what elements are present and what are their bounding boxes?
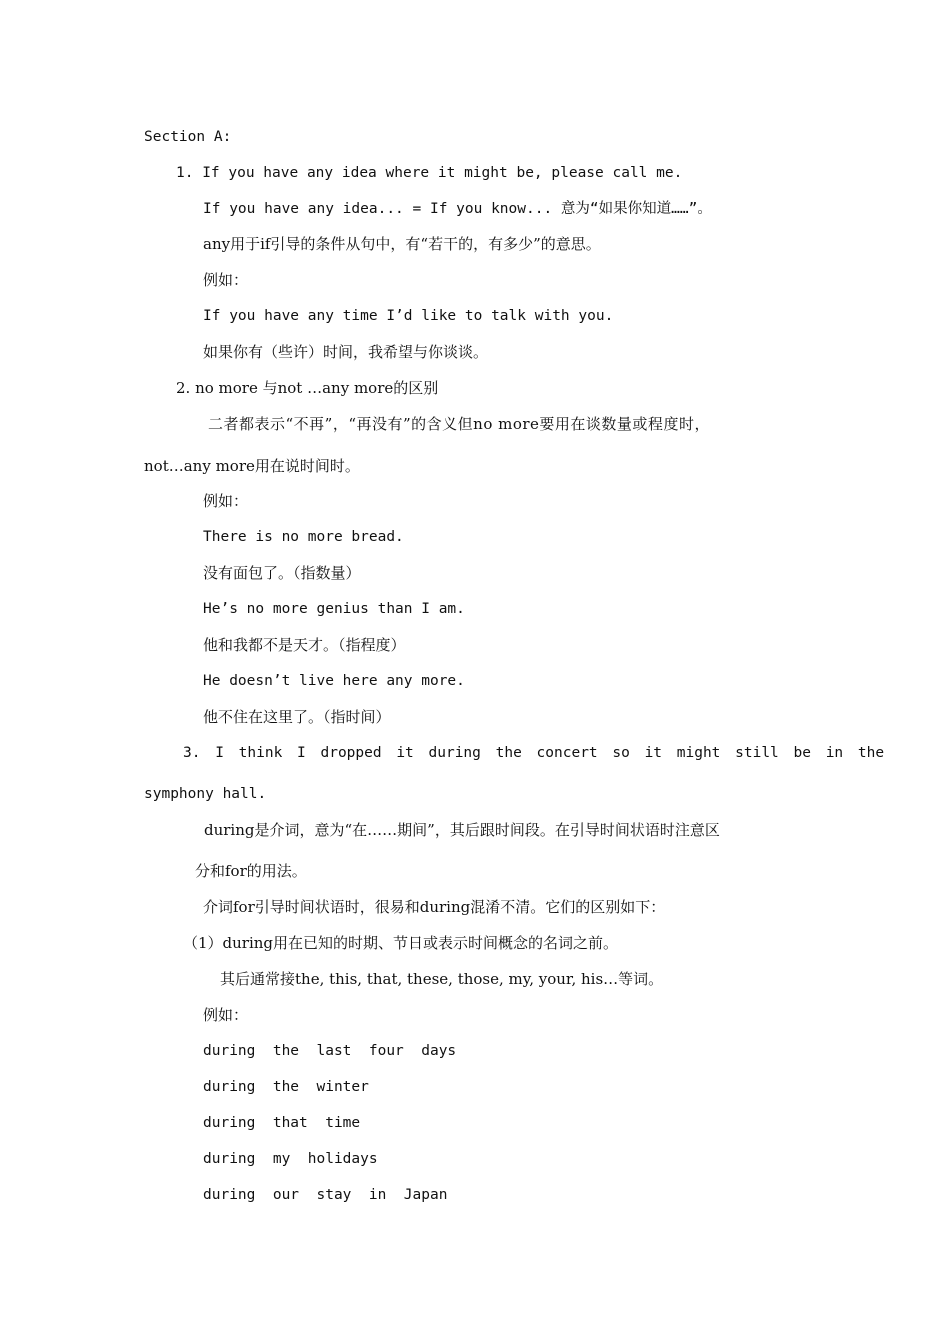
item-3-example: during my holidays: [203, 1151, 378, 1167]
item-2-explanation-2: not…any more用在说时间时。: [144, 457, 360, 475]
item-2-example-label: 例如：: [203, 492, 249, 510]
item-3-example: during that time: [203, 1115, 361, 1131]
item-1-example-en: If you have any time I’d like to talk with you.: [203, 308, 614, 324]
item-3-example: during the winter: [203, 1079, 369, 1095]
item-3-point-1: （1）during用在已知的时期、节日或表示时间概念的名词之前。: [183, 934, 619, 952]
item-3-point-1b: 其后通常接the, this, that, these, those, my, your, his…等词。: [220, 970, 664, 988]
item-2-example-2-zh: 他和我都不是天才。（指程度）: [203, 636, 406, 654]
item-3-explanation-2: 分和for的用法。: [195, 862, 307, 880]
item-1-line-a: If you have any idea... = If you know... 意为“如果你知道……”。: [203, 201, 712, 217]
item-2-example-1-en: There is no more bread.: [203, 529, 404, 545]
item-2-example-3-zh: 他不住在这里了。（指时间）: [203, 708, 391, 726]
item-3-heading-1: 3. I think I dropped it during the concert so it might still be in the: [183, 745, 885, 761]
item-3-example-label: 例如：: [203, 1006, 249, 1024]
item-2-heading: 2. no more 与not …any more的区别: [176, 379, 439, 397]
section-title: Section A:: [144, 129, 232, 145]
item-1-line-b: any用于if引导的条件从句中，有“若干的，有多少”的意思。: [203, 235, 601, 253]
item-2-example-2-en: He’s no more genius than I am.: [203, 601, 465, 617]
item-1-heading: 1. If you have any idea where it might be, please call me.: [176, 165, 683, 181]
item-2-example-3-en: He doesn’t live here any more.: [203, 673, 465, 689]
item-1-example-zh: 如果你有（些许）时间，我希望与你谈谈。: [203, 343, 489, 361]
item-2-explanation-1: 二者都表示“不再”，“再没有”的含义但no more要用在谈数量或程度时，: [208, 415, 710, 433]
item-3-explanation-1: during是介词，意为“在……期间”，其后跟时间段。在引导时间状语时注意区: [204, 821, 720, 839]
item-3-heading-2: symphony hall.: [144, 786, 267, 802]
item-3-example: during the last four days: [203, 1043, 457, 1059]
item-3-example: during our stay in Japan: [203, 1187, 448, 1203]
item-1-example-label: 例如：: [203, 271, 249, 289]
item-3-explanation-3: 介词for引导时间状语时，很易和during混淆不清。它们的区别如下：: [203, 898, 666, 916]
item-2-example-1-zh: 没有面包了。（指数量）: [203, 564, 361, 582]
